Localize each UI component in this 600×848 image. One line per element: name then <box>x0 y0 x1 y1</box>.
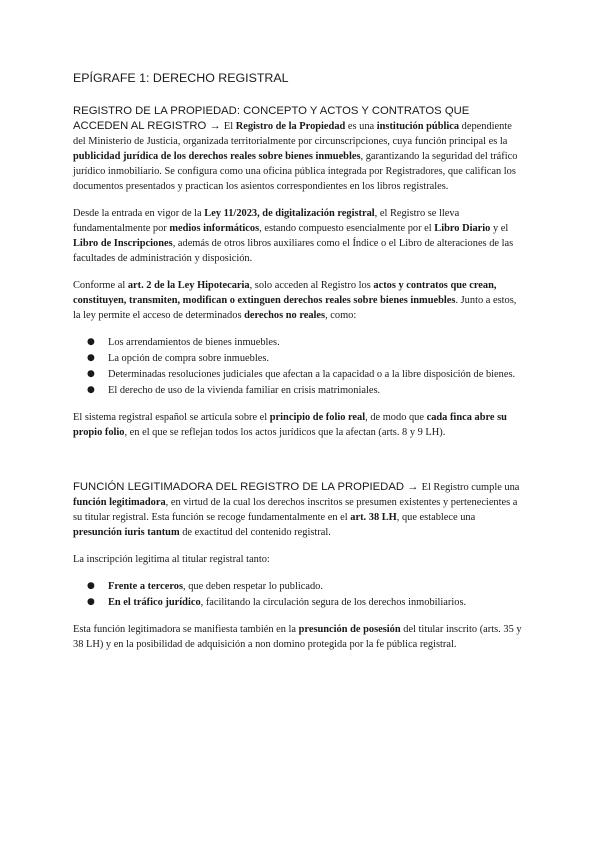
text-run: El derecho de uso de la vivienda familiar en crisis matrimoniales. <box>108 385 381 396</box>
text-run: Determinadas resoluciones judiciales que afectan a la capacidad o a la libre disposición de bienes. <box>108 369 516 380</box>
text-run: El Registro cumple una <box>421 482 520 493</box>
bullet-icon: ● <box>87 337 95 347</box>
text-run: El <box>223 121 236 132</box>
bold-text: Registro de la Propiedad <box>235 121 346 132</box>
bullet-list-derechos-no-reales <box>73 335 524 398</box>
text-run: , que establece una <box>396 512 476 523</box>
bold-text: presunción de posesión <box>298 624 401 635</box>
bold-text: Libro de Inscripciones <box>73 238 173 249</box>
paragraph-presuncion-posesion <box>73 622 524 652</box>
text-run: La opción de compra sobre inmuebles. <box>108 353 270 364</box>
text-run: Los arrendamientos de bienes inmuebles. <box>108 337 280 348</box>
bullet-list-legitimacion <box>73 579 524 610</box>
bullet-icon: ● <box>87 369 95 379</box>
bullet-icon: ● <box>87 581 95 591</box>
bold-text: art. 38 LH <box>350 512 397 523</box>
bold-text: publicidad jurídica de los derechos reales sobre bienes inmuebles <box>73 151 361 162</box>
page-title: EPÍGRAFE 1: DERECHO REGISTRAL <box>73 71 289 85</box>
paragraph-registro-concepto <box>73 104 524 194</box>
section-heading: REGISTRO DE LA PROPIEDAD: CONCEPTO Y ACTOS Y CONTRATOS QUE ACCEDEN AL REGISTRO → <box>73 105 470 132</box>
list-item <box>73 335 524 350</box>
bold-text: Frente a terceros <box>108 581 184 592</box>
text-run: del titular inscrito (arts. 35 y 38 LH) y en la posibilidad de adquisición a non domino protegida por la fe pública registral. <box>73 624 522 650</box>
bullet-icon: ● <box>87 597 95 607</box>
section-heading: FUNCIÓN LEGITIMADORA DEL REGISTRO DE LA PROPIEDAD → <box>73 481 422 493</box>
bold-text: art. 2 de la Ley Hipotecaria <box>127 280 250 291</box>
bold-text: medios informáticos <box>169 223 260 234</box>
bold-text: presunción iuris tantum <box>73 527 180 538</box>
text-run: . Junto a estos, la ley permite el acceso de determinados <box>73 295 517 321</box>
section-spacer <box>73 452 524 480</box>
paragraph-art2-lh <box>73 278 524 323</box>
text-run: Esta función legitimadora se manifiesta también en la <box>73 624 299 635</box>
text-run: , además de otros libros auxiliares como el Índice o el Libro de alteraciones de las facultades de administración y disposición. <box>73 238 514 264</box>
bold-text: institución pública <box>376 121 460 132</box>
text-run: La inscripción legitima al titular registral tanto: <box>73 554 270 565</box>
text-run: , que deben respetar lo publicado. <box>183 581 323 592</box>
text-run: de exactitud del contenido registral. <box>179 527 331 538</box>
text-run: , estando compuesto esencialmente por el <box>259 223 435 234</box>
text-run: , facilitando la circulación segura de los derechos inmobiliarios. <box>200 597 467 608</box>
list-item <box>73 351 524 366</box>
bold-text: función legitimadora <box>73 497 166 508</box>
text-run: y el <box>490 223 509 234</box>
text-run: Desde la entrada en vigor de la <box>73 208 205 219</box>
paragraph-funcion-legitimadora <box>73 480 524 540</box>
text-run: dependiente del Ministerio de Justicia, organizada territorialmente por circunscripciones, cuya función principal es la <box>73 121 512 147</box>
list-item <box>73 595 524 610</box>
list-item <box>73 579 524 594</box>
text-run: es una <box>345 121 377 132</box>
text-run: , solo acceden al Registro los <box>249 280 374 291</box>
bold-text: Ley 11/2023, de digitalización registral <box>204 208 375 219</box>
bold-text: Libro Diario <box>434 223 491 234</box>
list-item <box>73 367 524 382</box>
paragraph-digitalizacion <box>73 206 524 266</box>
bold-text: En el tráfico jurídico <box>108 597 201 608</box>
text-run: , de modo que <box>365 412 427 423</box>
bullet-icon: ● <box>87 353 95 363</box>
paragraph-inscripcion-legitima <box>73 552 524 567</box>
text-run: , en virtud de la cual los derechos inscritos se presumen existentes y pertenecientes a su titular registral. Esta función se recoge fundamentalmente en el <box>73 497 518 523</box>
text-run: , el Registro se lleva fundamentalmente por <box>73 208 460 234</box>
text-run: , garantizando la seguridad del tráfico jurídico inmobiliario. Se configura como una oficina pública integrada por Registradores, que califican los documentos presentados y practican los asientos correspondientes en los libros registrales. <box>73 151 518 192</box>
bold-text: principio de folio real <box>269 412 366 423</box>
bold-text: actos y contratos que crean, constituyen, transmiten, modifican o extinguen derechos reales sobre bienes inmuebles <box>73 280 497 306</box>
text-run: El sistema registral español se articula sobre el <box>73 412 270 423</box>
text-run: , como: <box>325 310 357 321</box>
bold-text: cada finca abre su propio folio <box>73 412 507 438</box>
paragraph-folio-real <box>73 410 524 440</box>
text-run: Conforme al <box>73 280 128 291</box>
text-run: , en el que se reflejan todos los actos jurídicos que la afectan (arts. 8 y 9 LH). <box>124 427 446 438</box>
bold-text: derechos no reales <box>244 310 326 321</box>
list-item <box>73 383 524 398</box>
bullet-icon: ● <box>87 385 95 395</box>
